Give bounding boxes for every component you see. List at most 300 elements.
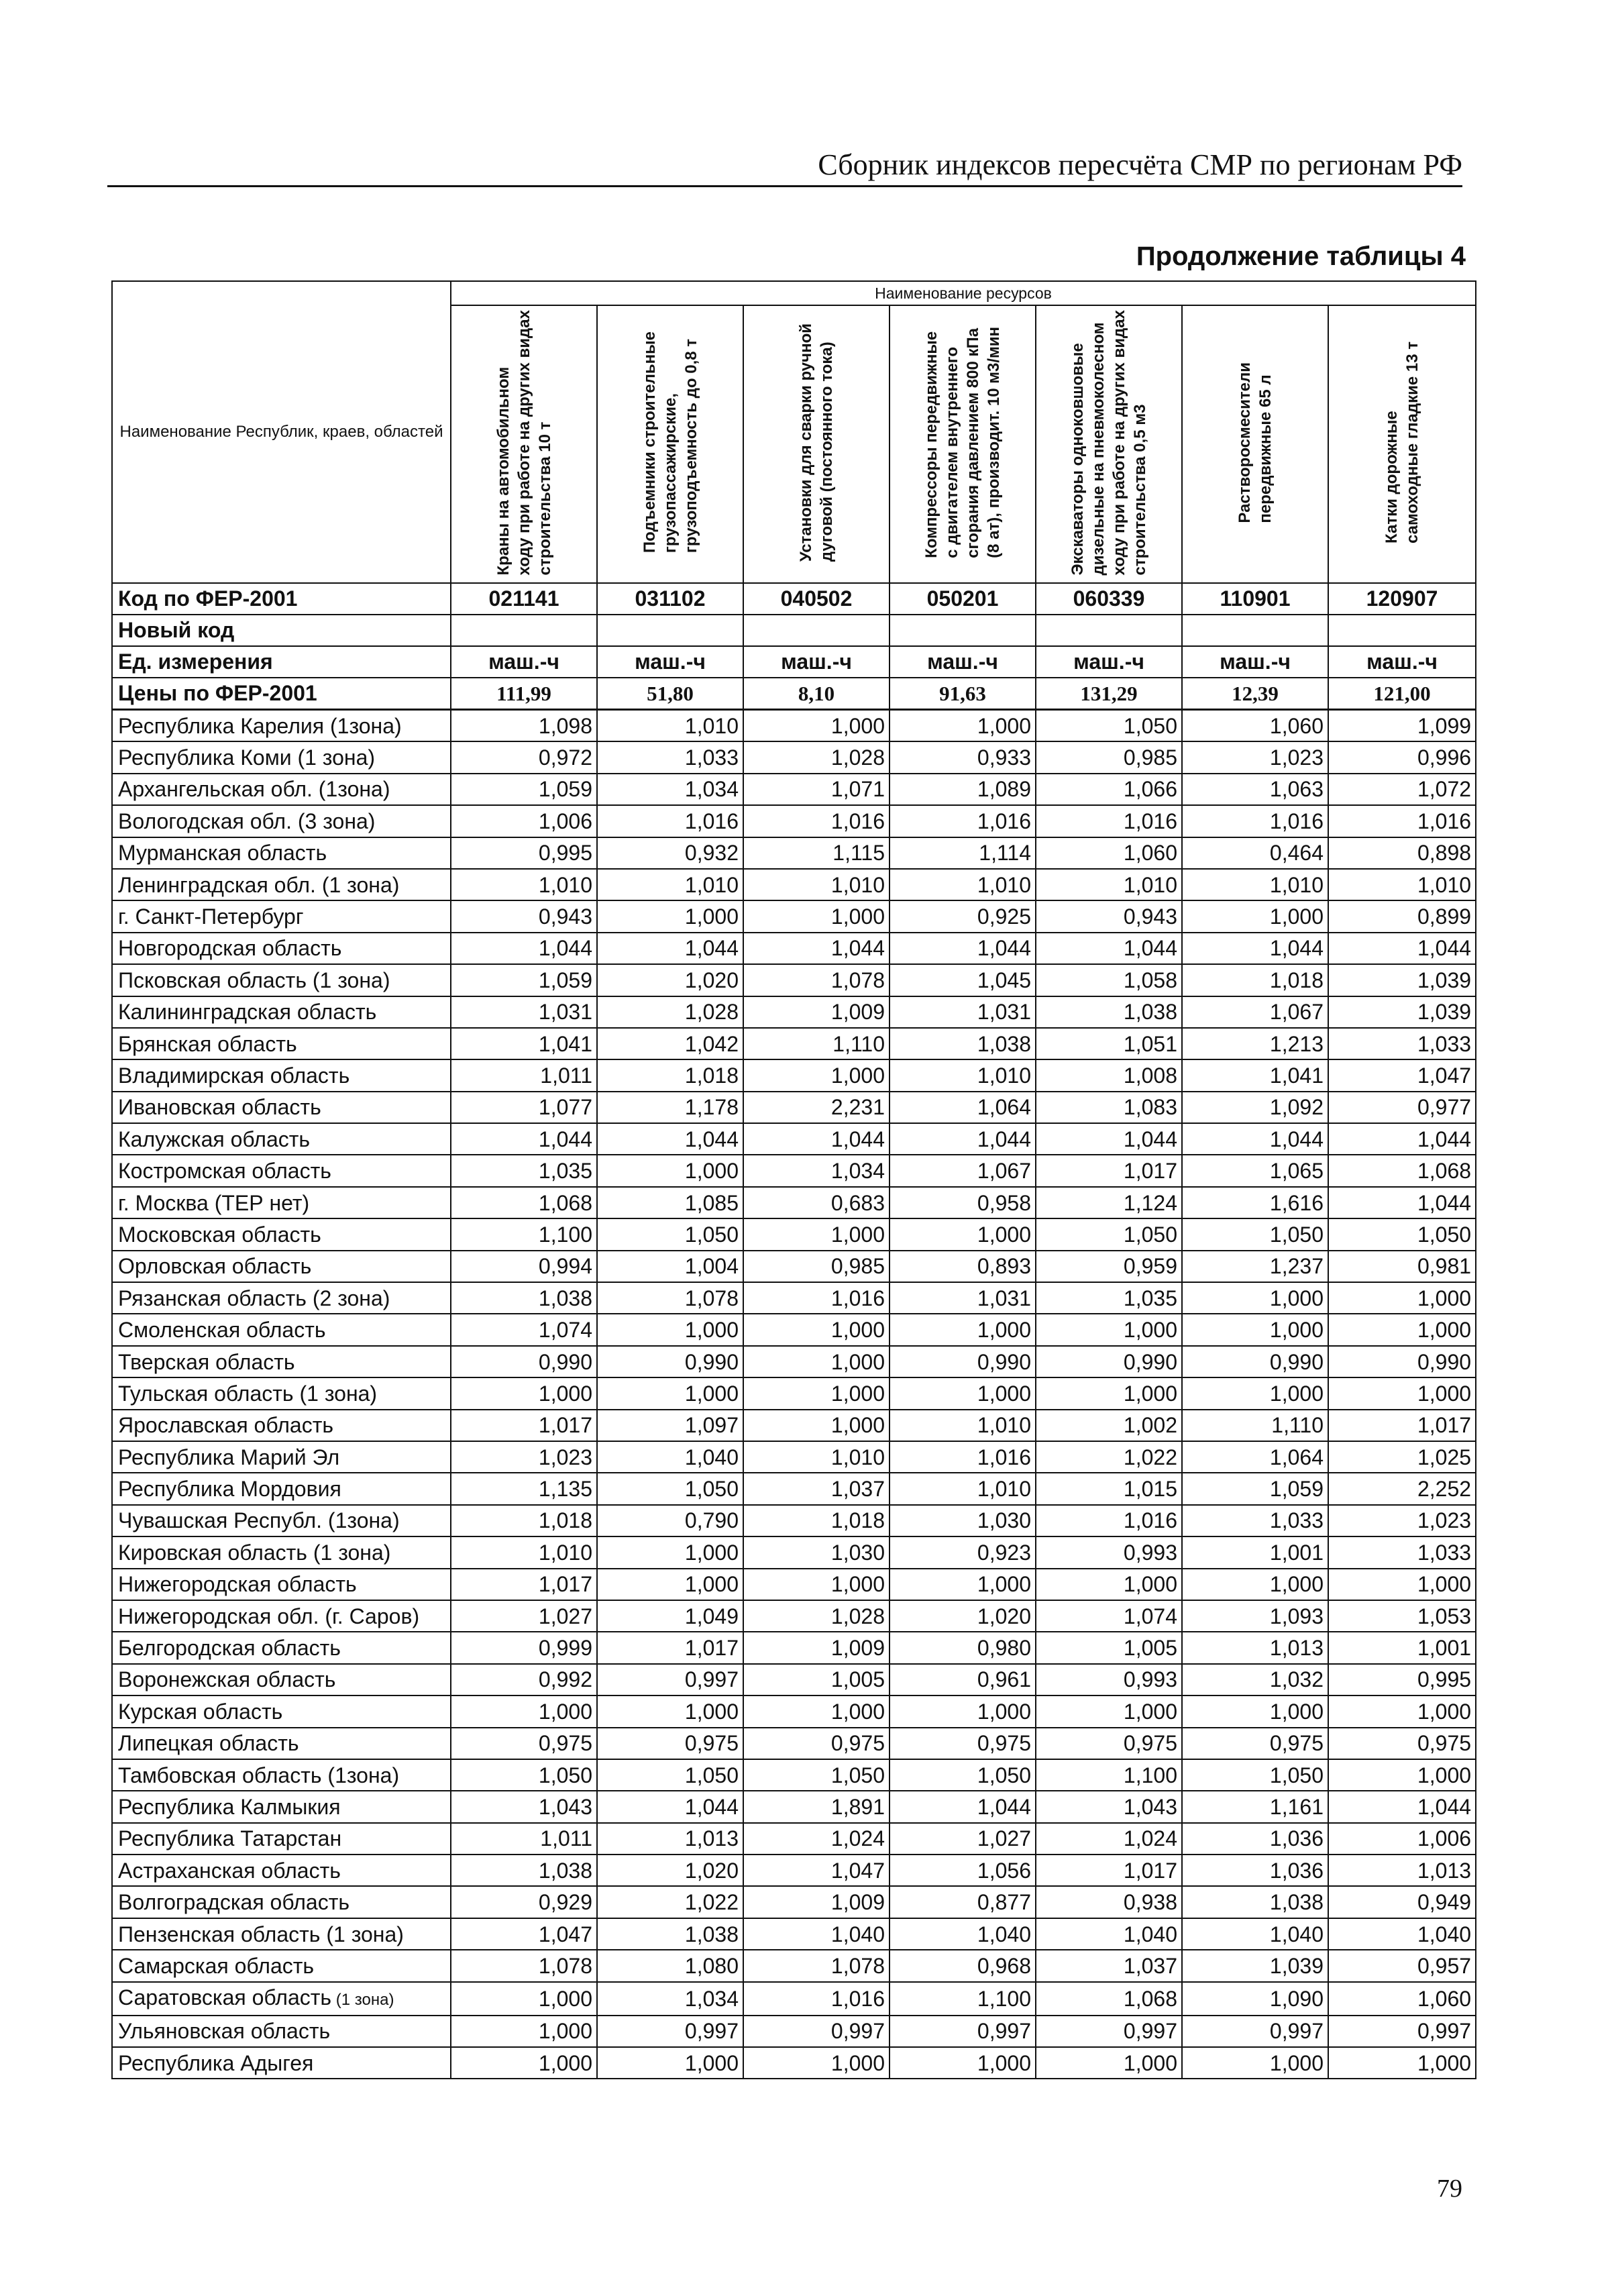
- region-name-text: Курская область: [118, 1699, 283, 1724]
- index-value: 1,000: [743, 1569, 890, 1600]
- index-value: 1,078: [743, 1950, 890, 1981]
- region-name: [112, 774, 451, 805]
- table-row: [112, 1155, 1476, 1186]
- region-name: [112, 1632, 451, 1663]
- index-value: 1,000: [1036, 2047, 1182, 2079]
- index-value: 1,000: [1182, 1314, 1328, 1345]
- table-row: [112, 1728, 1476, 1759]
- index-value: 1,011: [451, 1823, 597, 1855]
- table-row: [112, 869, 1476, 900]
- index-value: 1,098: [451, 710, 597, 742]
- index-value: 1,000: [743, 2047, 890, 2079]
- region-name: [112, 1600, 451, 1632]
- index-value: 1,000: [1182, 1695, 1328, 1727]
- index-value: 0,975: [890, 1728, 1036, 1759]
- index-value: 1,000: [1182, 1569, 1328, 1600]
- index-value: 1,028: [743, 741, 890, 773]
- meta-row: [112, 583, 1476, 615]
- region-name: [112, 1473, 451, 1504]
- index-value: 0,899: [1328, 900, 1476, 932]
- resource-header: [1036, 305, 1182, 583]
- index-value: 1,020: [597, 964, 743, 996]
- index-value: 0,997: [597, 2016, 743, 2047]
- table-row: [112, 1918, 1476, 1950]
- index-value: 1,110: [1182, 1410, 1328, 1441]
- index-value: 1,050: [1328, 1218, 1476, 1250]
- region-name: [112, 1441, 451, 1473]
- index-value: 1,056: [890, 1855, 1036, 1886]
- index-value: 1,024: [1036, 1823, 1182, 1855]
- index-value: 1,011: [451, 1059, 597, 1091]
- index-value: 0,790: [597, 1505, 743, 1536]
- index-value: 1,036: [1182, 1823, 1328, 1855]
- index-value: 1,016: [743, 805, 890, 837]
- index-value: 1,616: [1182, 1187, 1328, 1218]
- index-value: 0,993: [1036, 1664, 1182, 1695]
- index-value: 1,033: [1328, 1536, 1476, 1568]
- region-name: [112, 1950, 451, 1981]
- index-value: 1,016: [890, 1441, 1036, 1473]
- index-value: 1,047: [1328, 1059, 1476, 1091]
- region-name-text: Белгородская область: [118, 1636, 341, 1661]
- index-value: 1,090: [1182, 1982, 1328, 2016]
- index-value: 1,010: [597, 710, 743, 742]
- index-value: 0,975: [597, 1728, 743, 1759]
- index-value: 1,001: [1182, 1536, 1328, 1568]
- meta-value: маш.-ч: [451, 646, 597, 678]
- region-rows: [112, 710, 1476, 2079]
- index-value: 1,043: [451, 1791, 597, 1822]
- index-value: 1,078: [743, 964, 890, 996]
- index-value: 1,050: [451, 1759, 597, 1791]
- index-value: 1,018: [451, 1505, 597, 1536]
- index-value: 1,000: [743, 1695, 890, 1727]
- index-value: 1,124: [1036, 1187, 1182, 1218]
- index-value: 1,031: [890, 1282, 1036, 1314]
- index-value: 1,023: [1182, 741, 1328, 773]
- index-value: 1,038: [451, 1282, 597, 1314]
- meta-row: [112, 615, 1476, 646]
- index-value: 1,042: [597, 1028, 743, 1059]
- index-value: 1,009: [743, 1632, 890, 1663]
- index-value: 1,000: [597, 2047, 743, 2079]
- index-value: 0,932: [597, 837, 743, 869]
- index-value: 1,040: [1182, 1918, 1328, 1950]
- resource-header-text: Краны на автомобильном ходу при работе на других видах строительства 10 т: [494, 309, 554, 576]
- region-name-text: Нижегородская область: [118, 1572, 357, 1597]
- region-name-text: Новгородская область: [118, 936, 342, 961]
- index-value: 1,044: [451, 1123, 597, 1155]
- index-value: 1,009: [743, 1886, 890, 1918]
- index-value: 1,018: [1182, 964, 1328, 996]
- table-row: [112, 1855, 1476, 1886]
- table-row: [112, 774, 1476, 805]
- index-value: 0,981: [1328, 1251, 1476, 1282]
- table-row: [112, 1600, 1476, 1632]
- index-value: 1,030: [890, 1505, 1036, 1536]
- index-value: 1,044: [1328, 1187, 1476, 1218]
- index-value: 1,000: [597, 1155, 743, 1186]
- table-row: [112, 1251, 1476, 1282]
- resource-header-text: Растворосмесители передвижные 65 л: [1236, 362, 1275, 523]
- index-value: 1,032: [1182, 1664, 1328, 1695]
- index-value: 1,006: [1328, 1823, 1476, 1855]
- region-name-text: Пензенская область (1 зона): [118, 1922, 404, 1946]
- resource-header-text: Компрессоры передвижные с двигателем внутреннего сгорания давлением 800 кПа (8 ат), производит. 10 м3/мин: [922, 327, 1003, 558]
- index-value: 1,000: [743, 900, 890, 932]
- table-row: [112, 1410, 1476, 1441]
- index-value: 0,985: [1036, 741, 1182, 773]
- index-value: 0,994: [451, 1251, 597, 1282]
- meta-value: 131,29: [1036, 678, 1182, 710]
- region-name-text: Владимирская область: [118, 1063, 350, 1088]
- region-name-text: Республика Коми (1 зона): [118, 745, 376, 770]
- region-name-text: Республика Татарстан: [118, 1826, 342, 1851]
- index-value: 1,110: [743, 1028, 890, 1059]
- region-name-text: Московская область: [118, 1222, 321, 1247]
- index-value: 1,039: [1328, 964, 1476, 996]
- index-value: 1,035: [451, 1155, 597, 1186]
- meta-value: маш.-ч: [597, 646, 743, 678]
- index-value: 0,975: [1328, 1728, 1476, 1759]
- index-value: 1,017: [451, 1410, 597, 1441]
- region-name-text: Рязанская область (2 зона): [118, 1286, 390, 1310]
- index-value: 0,997: [1328, 2016, 1476, 2047]
- index-value: 1,040: [597, 1441, 743, 1473]
- region-name-text: Республика Карелия (1зона): [118, 713, 402, 738]
- index-value: 1,000: [1036, 1569, 1182, 1600]
- region-name-text: Брянская область: [118, 1031, 297, 1056]
- index-value: 1,059: [451, 964, 597, 996]
- region-name-text: Саратовская область: [118, 1985, 332, 2010]
- index-value: 1,005: [1036, 1632, 1182, 1663]
- index-value: 1,066: [1036, 774, 1182, 805]
- resource-group-header: Наименование ресурсов: [451, 281, 1476, 305]
- region-name: [112, 1569, 451, 1600]
- index-value: 1,114: [890, 837, 1036, 869]
- region-name-text: Воронежская область: [118, 1667, 336, 1692]
- index-value: 1,074: [1036, 1600, 1182, 1632]
- index-value: 0,938: [1036, 1886, 1182, 1918]
- index-value: 1,040: [743, 1918, 890, 1950]
- index-value: 1,016: [743, 1282, 890, 1314]
- index-value: 1,064: [1182, 1441, 1328, 1473]
- index-value: 1,016: [1328, 805, 1476, 837]
- region-name: [112, 1728, 451, 1759]
- index-value: 1,051: [1036, 1028, 1182, 1059]
- index-value: 1,035: [1036, 1282, 1182, 1314]
- region-name-text: Астраханская область: [118, 1858, 341, 1883]
- index-value: 1,000: [743, 1314, 890, 1345]
- table-row: [112, 1536, 1476, 1568]
- index-value: 0,992: [451, 1664, 597, 1695]
- index-value: 1,025: [1328, 1441, 1476, 1473]
- index-value: 1,237: [1182, 1251, 1328, 1282]
- region-name-text: Псковская область (1 зона): [118, 968, 390, 992]
- index-value: 1,064: [890, 1092, 1036, 1123]
- meta-value: 51,80: [597, 678, 743, 710]
- index-value: 1,047: [743, 1855, 890, 1886]
- index-value: 1,017: [597, 1632, 743, 1663]
- index-value: 1,004: [597, 1251, 743, 1282]
- index-value: 1,028: [597, 996, 743, 1028]
- index-value: 0,961: [890, 1664, 1036, 1695]
- meta-value: 040502: [743, 583, 890, 615]
- region-name: [112, 1123, 451, 1155]
- index-value: 1,000: [597, 1536, 743, 1568]
- index-value: 1,083: [1036, 1092, 1182, 1123]
- region-name-text: Вологодская обл. (3 зона): [118, 808, 376, 833]
- index-value: 1,000: [1328, 2047, 1476, 2079]
- index-value: 1,020: [890, 1600, 1036, 1632]
- region-name: [112, 1282, 451, 1314]
- table-caption: Продолжение таблицы 4: [1136, 242, 1466, 271]
- index-value: 1,071: [743, 774, 890, 805]
- index-value: 1,038: [1036, 996, 1182, 1028]
- index-value: 1,097: [597, 1410, 743, 1441]
- index-value: 1,000: [743, 1346, 890, 1377]
- resource-header: [451, 305, 597, 583]
- index-value: 1,050: [1182, 1759, 1328, 1791]
- index-value: 1,034: [597, 774, 743, 805]
- index-value: 1,043: [1036, 1791, 1182, 1822]
- index-value: 1,000: [890, 710, 1036, 742]
- index-value: 1,078: [597, 1282, 743, 1314]
- index-value: 1,000: [1328, 1377, 1476, 1409]
- index-value: 1,044: [1328, 933, 1476, 964]
- index-value: 1,000: [890, 1569, 1036, 1600]
- index-value: 1,135: [451, 1473, 597, 1504]
- region-name-text: Калужская область: [118, 1127, 311, 1151]
- index-value: 1,000: [890, 1218, 1036, 1250]
- index-value: 0,999: [451, 1632, 597, 1663]
- index-value: 1,050: [1036, 710, 1182, 742]
- table-row: [112, 1441, 1476, 1473]
- index-value: 0,949: [1328, 1886, 1476, 1918]
- index-value: 0,975: [1182, 1728, 1328, 1759]
- region-name: [112, 1410, 451, 1441]
- index-value: 1,044: [451, 933, 597, 964]
- index-value: 1,005: [743, 1664, 890, 1695]
- index-value: 1,060: [1182, 710, 1328, 742]
- table-row: [112, 964, 1476, 996]
- index-value: 1,000: [451, 1982, 597, 2016]
- meta-value: [597, 615, 743, 646]
- region-name: [112, 1218, 451, 1250]
- index-value: 1,067: [890, 1155, 1036, 1186]
- index-value: 1,115: [743, 837, 890, 869]
- index-value: 1,891: [743, 1791, 890, 1822]
- region-name-text: Волгоградская область: [118, 1890, 350, 1915]
- resource-header: [1182, 305, 1328, 583]
- index-value: 1,044: [597, 1123, 743, 1155]
- index-value: 1,016: [1036, 805, 1182, 837]
- index-value: 1,015: [1036, 1473, 1182, 1504]
- index-value: 1,000: [451, 2016, 597, 2047]
- table-row: [112, 900, 1476, 932]
- index-value: 1,017: [1036, 1155, 1182, 1186]
- meta-value: 8,10: [743, 678, 890, 710]
- region-name: [112, 1314, 451, 1345]
- index-value: 1,044: [1036, 933, 1182, 964]
- region-name: [112, 1982, 451, 2016]
- table-row: [112, 1282, 1476, 1314]
- resource-header-text: Катки дорожные самоходные гладкие 13 т: [1383, 342, 1422, 543]
- index-value: 1,033: [1182, 1505, 1328, 1536]
- meta-value: маш.-ч: [1328, 646, 1476, 678]
- table-row: [112, 1187, 1476, 1218]
- region-name: [112, 1187, 451, 1218]
- region-name-text: Республика Мордовия: [118, 1477, 341, 1502]
- index-value: 0,977: [1328, 1092, 1476, 1123]
- index-value: 0,464: [1182, 837, 1328, 869]
- index-value: 0,990: [1036, 1346, 1182, 1377]
- meta-value: 050201: [890, 583, 1036, 615]
- index-value: 1,050: [890, 1759, 1036, 1791]
- region-name: [112, 900, 451, 932]
- table-row: [112, 933, 1476, 964]
- index-value: 1,010: [597, 869, 743, 900]
- region-name: [112, 1823, 451, 1855]
- index-value: 1,050: [743, 1759, 890, 1791]
- index-value: 1,033: [597, 741, 743, 773]
- index-value: 0,877: [890, 1886, 1036, 1918]
- index-value: 1,000: [1328, 1282, 1476, 1314]
- meta-value: 060339: [1036, 583, 1182, 615]
- meta-row: [112, 678, 1476, 710]
- index-value: 1,038: [451, 1855, 597, 1886]
- index-value: 1,161: [1182, 1791, 1328, 1822]
- index-value: 1,037: [1036, 1950, 1182, 1981]
- index-value: 1,016: [743, 1982, 890, 2016]
- region-name-text: Республика Калмыкия: [118, 1794, 341, 1819]
- header-rule: [107, 185, 1462, 187]
- index-value: 1,000: [743, 1059, 890, 1091]
- region-name: [112, 1759, 451, 1791]
- index-value: 0,995: [1328, 1664, 1476, 1695]
- index-value: 1,030: [743, 1536, 890, 1568]
- page-number: 79: [1437, 2175, 1462, 2203]
- region-name: [112, 1505, 451, 1536]
- index-value: 1,060: [1328, 1982, 1476, 2016]
- index-value: 1,092: [1182, 1092, 1328, 1123]
- index-value: 0,980: [890, 1632, 1036, 1663]
- index-value: 1,013: [1328, 1855, 1476, 1886]
- index-value: 1,041: [451, 1028, 597, 1059]
- index-value: 1,078: [451, 1950, 597, 1981]
- index-value: 0,997: [1182, 2016, 1328, 2047]
- index-value: 0,990: [451, 1346, 597, 1377]
- resource-header: [597, 305, 743, 583]
- index-value: 1,000: [1036, 1377, 1182, 1409]
- region-name: [112, 1886, 451, 1918]
- index-value: 0,996: [1328, 741, 1476, 773]
- index-value: 1,010: [890, 1059, 1036, 1091]
- meta-label: Новый код: [112, 615, 451, 646]
- region-name-text: Ульяновская область: [118, 2019, 331, 2044]
- index-value: 1,017: [1328, 1410, 1476, 1441]
- meta-value: 021141: [451, 583, 597, 615]
- meta-value: 110901: [1182, 583, 1328, 615]
- table-row: [112, 1759, 1476, 1791]
- index-value: 1,178: [597, 1092, 743, 1123]
- region-name-text: Кировская область (1 зона): [118, 1540, 391, 1565]
- index-value: 1,018: [743, 1505, 890, 1536]
- index-value: 1,044: [890, 1791, 1036, 1822]
- index-value: 1,068: [451, 1187, 597, 1218]
- index-value: 1,017: [1036, 1855, 1182, 1886]
- index-value: 1,000: [597, 1569, 743, 1600]
- index-value: 1,034: [743, 1155, 890, 1186]
- index-value: 1,000: [1328, 1759, 1476, 1791]
- table-row: [112, 1505, 1476, 1536]
- index-value: 1,023: [451, 1441, 597, 1473]
- index-value: 1,027: [451, 1600, 597, 1632]
- meta-value: 111,99: [451, 678, 597, 710]
- meta-label: Цены по ФЕР-2001: [112, 678, 451, 710]
- index-value: 1,037: [743, 1473, 890, 1504]
- region-name: [112, 1695, 451, 1727]
- region-name: [112, 964, 451, 996]
- index-value: 1,000: [451, 1377, 597, 1409]
- index-value: 0,959: [1036, 1251, 1182, 1282]
- index-value: 1,031: [890, 996, 1036, 1028]
- region-name: [112, 1059, 451, 1091]
- index-value: 0,975: [451, 1728, 597, 1759]
- index-value: 1,000: [890, 1695, 1036, 1727]
- index-table: [111, 280, 1476, 2079]
- index-value: 1,034: [597, 1982, 743, 2016]
- table-row: [112, 2016, 1476, 2047]
- index-value: 1,080: [597, 1950, 743, 1981]
- index-value: 1,040: [890, 1918, 1036, 1950]
- region-name: [112, 2047, 451, 2079]
- region-name: [112, 741, 451, 773]
- index-value: 1,000: [1182, 900, 1328, 932]
- meta-value: 12,39: [1182, 678, 1328, 710]
- table-row: [112, 1569, 1476, 1600]
- index-value: 0,943: [1036, 900, 1182, 932]
- index-value: 1,010: [743, 1441, 890, 1473]
- index-value: 1,050: [597, 1759, 743, 1791]
- index-value: 0,958: [890, 1187, 1036, 1218]
- meta-label: Ед. измерения: [112, 646, 451, 678]
- index-value: 0,893: [890, 1251, 1036, 1282]
- index-value: 0,975: [1036, 1728, 1182, 1759]
- index-value: 1,093: [1182, 1600, 1328, 1632]
- region-column-header: Наименование Республик, краев, областей: [112, 281, 451, 583]
- index-value: 1,009: [743, 996, 890, 1028]
- region-name: [112, 1155, 451, 1186]
- index-value: 1,016: [890, 805, 1036, 837]
- index-value: 1,010: [1328, 869, 1476, 900]
- region-name: [112, 837, 451, 869]
- index-value: 1,020: [597, 1855, 743, 1886]
- table-row: [112, 1982, 1476, 2016]
- index-value: 1,002: [1036, 1410, 1182, 1441]
- index-value: 0,925: [890, 900, 1036, 932]
- index-value: 0,929: [451, 1886, 597, 1918]
- table-row: [112, 1791, 1476, 1822]
- index-value: 1,000: [451, 1695, 597, 1727]
- index-value: 1,018: [597, 1059, 743, 1091]
- index-value: 1,058: [1036, 964, 1182, 996]
- index-value: 1,017: [451, 1569, 597, 1600]
- index-value: 1,000: [743, 1410, 890, 1441]
- index-value: 1,010: [451, 1536, 597, 1568]
- index-value: 1,049: [597, 1600, 743, 1632]
- index-value: 0,990: [597, 1346, 743, 1377]
